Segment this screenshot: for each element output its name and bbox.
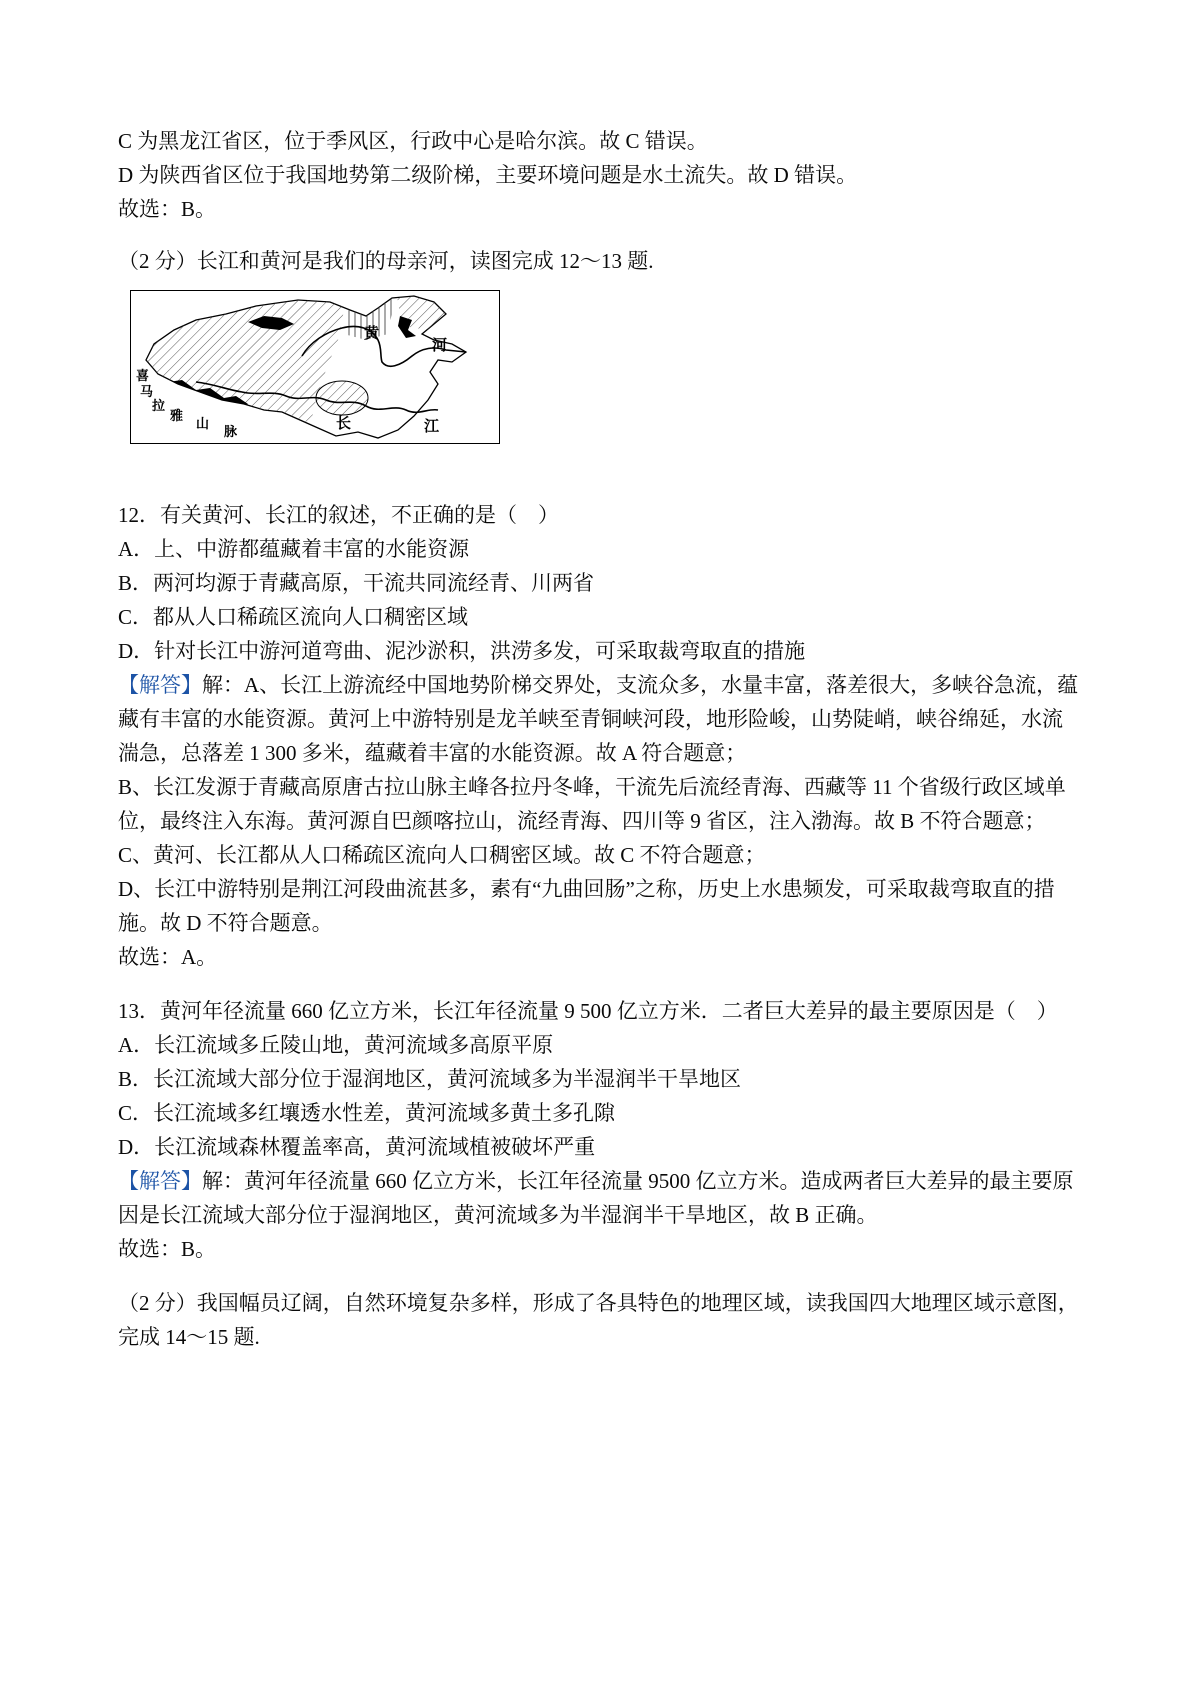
text-line: D 为陕西省区位于我国地势第二级阶梯，主要环境问题是水土流失。故 D 错误。 — [118, 163, 858, 187]
map-label-himalaya-char: 拉 — [152, 398, 166, 413]
text-line: 故选：B。 — [118, 197, 217, 221]
q12-answer-body-d: D、长江中游特别是荆江河段曲流甚多，素有“九曲回肠”之称，历史上水患频发，可采取裁弯取直的措施。故 D 不符合题意。 — [118, 877, 1055, 935]
q12-answer-body-c: C、黄河、长江都从人口稀疏区流向人口稠密区域。故 C 不符合题意； — [118, 843, 766, 867]
question-group-12-intro: （2 分）长江和黄河是我们的母亲河，读图完成 12～13 题. — [118, 249, 654, 273]
q12-option-a: A．上、中游都蕴藏着丰富的水能资源 — [118, 537, 470, 561]
china-sketch-map-svg — [130, 290, 500, 444]
q13-option-c: C．长江流域多红壤透水性差，黄河流域多黄土多孔隙 — [118, 1101, 616, 1125]
q12-answer-body-a: 解：A、长江上游流经中国地势阶梯交界处，支流众多，水量丰富，落差很大，多峡谷急流，蕴藏有丰富的水能资源。黄河上中游特别是龙羊峡至青铜峡河段，地形险峻，山势陡峭，峡谷绵延，水流湍急，总落差 1 300 多米，蕴藏着丰富的水能资源。故 A 符合题意； — [118, 673, 1079, 765]
q13-answer-body: 解：黄河年径流量 660 亿立方米，长江年径流量 9500 亿立方米。造成两者巨大差异的最主要原因是长江流域大部分位于湿润地区，黄河流域多为半湿润半干旱地区，故 B 正确。 — [118, 1169, 1074, 1227]
text-line: C 为黑龙江省区，位于季风区，行政中心是哈尔滨。故 C 错误。 — [118, 129, 708, 153]
map-label-himalaya-char: 雅 — [170, 408, 184, 423]
q13-conclusion: 故选：B。 — [118, 1237, 217, 1261]
answer-tag: 【解答】 — [118, 673, 202, 697]
china-rivers-map — [130, 290, 502, 454]
map-label-yellow-river-char: 河 — [432, 338, 448, 354]
answer-tag: 【解答】 — [118, 1169, 202, 1193]
map-label-himalaya-char: 马 — [140, 384, 154, 399]
q12-stem: 12．有关黄河、长江的叙述，不正确的是（ ） — [118, 503, 559, 527]
map-label-himalaya-char: 山 — [196, 416, 210, 431]
q12-option-b: B．两河均源于青藏高原，干流共同流经青、川两省 — [118, 571, 595, 595]
map-label-yellow-river-char: 黄 — [364, 326, 380, 342]
map-label-himalaya-char: 喜 — [136, 368, 150, 383]
q13-option-a: A．长江流域多丘陵山地，黄河流域多高原平原 — [118, 1033, 554, 1057]
q13-option-b: B．长江流域大部分位于湿润地区，黄河流域多为半湿润半干旱地区 — [118, 1067, 742, 1091]
question-group-14-intro: （2 分）我国幅员辽阔，自然环境复杂多样，形成了各具特色的地理区域，读我国四大地理区域示意图，完成 14～15 题. — [118, 1291, 1079, 1349]
q12-option-d: D．针对长江中游河道弯曲、泥沙淤积，洪涝多发，可采取裁弯取直的措施 — [118, 639, 806, 663]
q12-answer-body-b: B、长江发源于青藏高原唐古拉山脉主峰各拉丹冬峰，干流先后流经青海、西藏等 11 个省级行政区域单位，最终注入东海。黄河源自巴颜喀拉山，流经青海、四川等 9 省区，注入渤海。故 B 不符合题意； — [118, 775, 1066, 833]
q12-conclusion: 故选：A。 — [118, 945, 218, 969]
q12-answer-paragraph — [118, 668, 1080, 770]
map-label-yangtze-char: 江 — [424, 419, 440, 435]
q13-stem: 13．黄河年径流量 660 亿立方米，长江年径流量 9 500 亿立方米．二者巨大差异的最主要原因是（ ） — [118, 999, 1058, 1023]
map-label-himalaya-char: 脉 — [224, 424, 238, 439]
q13-option-d: D．长江流域森林覆盖率高，黄河流域植被破坏严重 — [118, 1135, 596, 1159]
q12-option-c: C．都从人口稀疏区流向人口稠密区域 — [118, 605, 469, 629]
q13-answer-paragraph — [118, 1164, 1080, 1232]
map-label-yangtze-char: 长 — [336, 416, 352, 432]
basin-hatched-region — [316, 381, 368, 415]
